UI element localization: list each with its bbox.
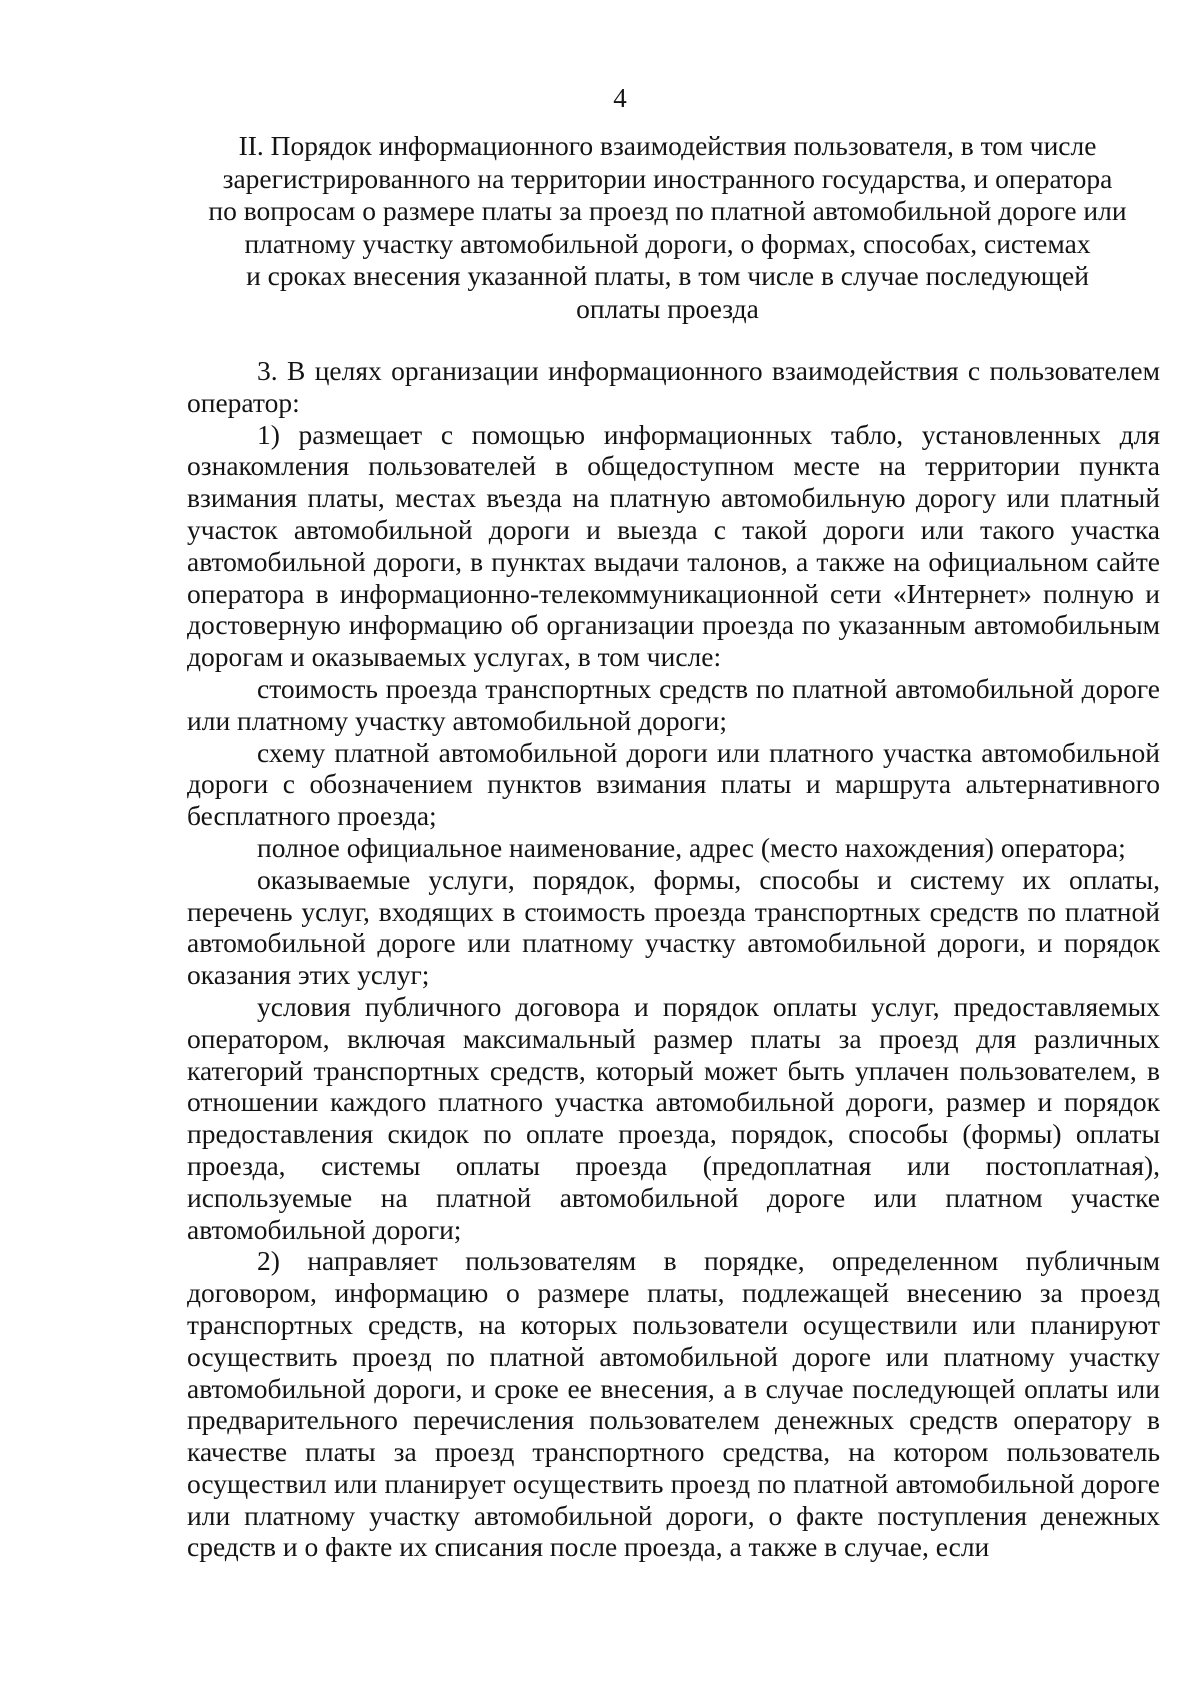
paragraph-cost: стоимость проезда транспортных средств по платной автомобильной дороге или платному участку автомобильной дороги; [187, 672, 1160, 736]
section-heading-line: оплаты проезда [576, 292, 759, 324]
paragraph-operator-name: полное официальное наименование, адрес (место нахождения) оператора; [257, 831, 1126, 863]
paragraph-contract-terms: условия публичного договора и порядок оплаты услуг, предоставляемых оператором, включая максимальный размер платы за проезд для различных категорий транспортных средств, который может быть уплачен пользователем, в отношении каждого платного участка автомобильной дороги, размер и порядок предоставления скидок по оплате проезда, порядок, способы (формы) оплаты проезда, системы оплаты проезда (предоплатная или постоплатная), используемые на платной автомобильной дороге или платном участке автомобильной дороги; [187, 990, 1160, 1245]
section-heading [175, 130, 1160, 325]
section-heading-line: II. Порядок информационного взаимодействия пользователя, в том числе [238, 130, 1097, 161]
paragraph-services: оказываемые услуги, порядок, формы, способы и систему их оплаты, перечень услуг, входящих в стоимость проезда транспортных средств по платной автомобильной дороге или платному участку автомобильной дороги, и порядок оказания этих услуг; [187, 863, 1160, 991]
paragraph-scheme: схему платной автомобильной дороги или платного участка автомобильной дороги с обозначением пунктов взимания платы и маршрута альтернативного бесплатного проезда; [187, 736, 1160, 832]
paragraph-item-1: 1) размещает с помощью информационных табло, установленных для ознакомления пользователей в общедоступном месте на территории пункта взимания платы, местах въезда на платную автомобильную дорогу или платный участок автомобильной дороги и выезда с такой дороги или такого участка автомобильной дороги, в пунктах выдачи талонов, а также на официальном сайте оператора в информационно-телекоммуникационной сети «Интернет» полную и достоверную информацию об организации проезда по указанным автомобильным дорогам и оказываемых услугах, в том числе: [187, 418, 1160, 673]
page-number: 4 [613, 83, 627, 113]
section-heading-line: платному участку автомобильной дороги, о формах, способах, системах [244, 227, 1091, 259]
section-heading-line: по вопросам о размере платы за проезд по платной автомобильной дороге или [208, 195, 1127, 226]
paragraph-item-2: 2) направляет пользователям в порядке, определенном публичным договором, информацию о размере платы, подлежащей внесению за проезд транспортных средств, на которых пользователи осуществили или планируют осуществить проезд по платной автомобильной дороге или платному участку автомобильной дороги, и сроке ее внесения, а в случае последующей оплаты или предварительного перечисления пользователем денежных средств оператору в качестве платы за проезд транспортного средства, на котором пользователь осуществил или планирует осуществить проезд по платной автомобильной дороге или платному участку автомобильной дороги, о факте поступления денежных средств и о факте их списания после проезда, а также в случае, если [187, 1245, 1160, 1563]
section-heading-line: зарегистрированного на территории иностранного государства, и оператора [222, 162, 1113, 194]
section-heading-line: и сроках внесения указанной платы, в том числе в случае последующей [246, 260, 1089, 291]
paragraph-clause-3: 3. В целях организации информационного взаимодействия с пользователем оператор: [187, 355, 1160, 418]
body-text [187, 355, 1160, 1563]
